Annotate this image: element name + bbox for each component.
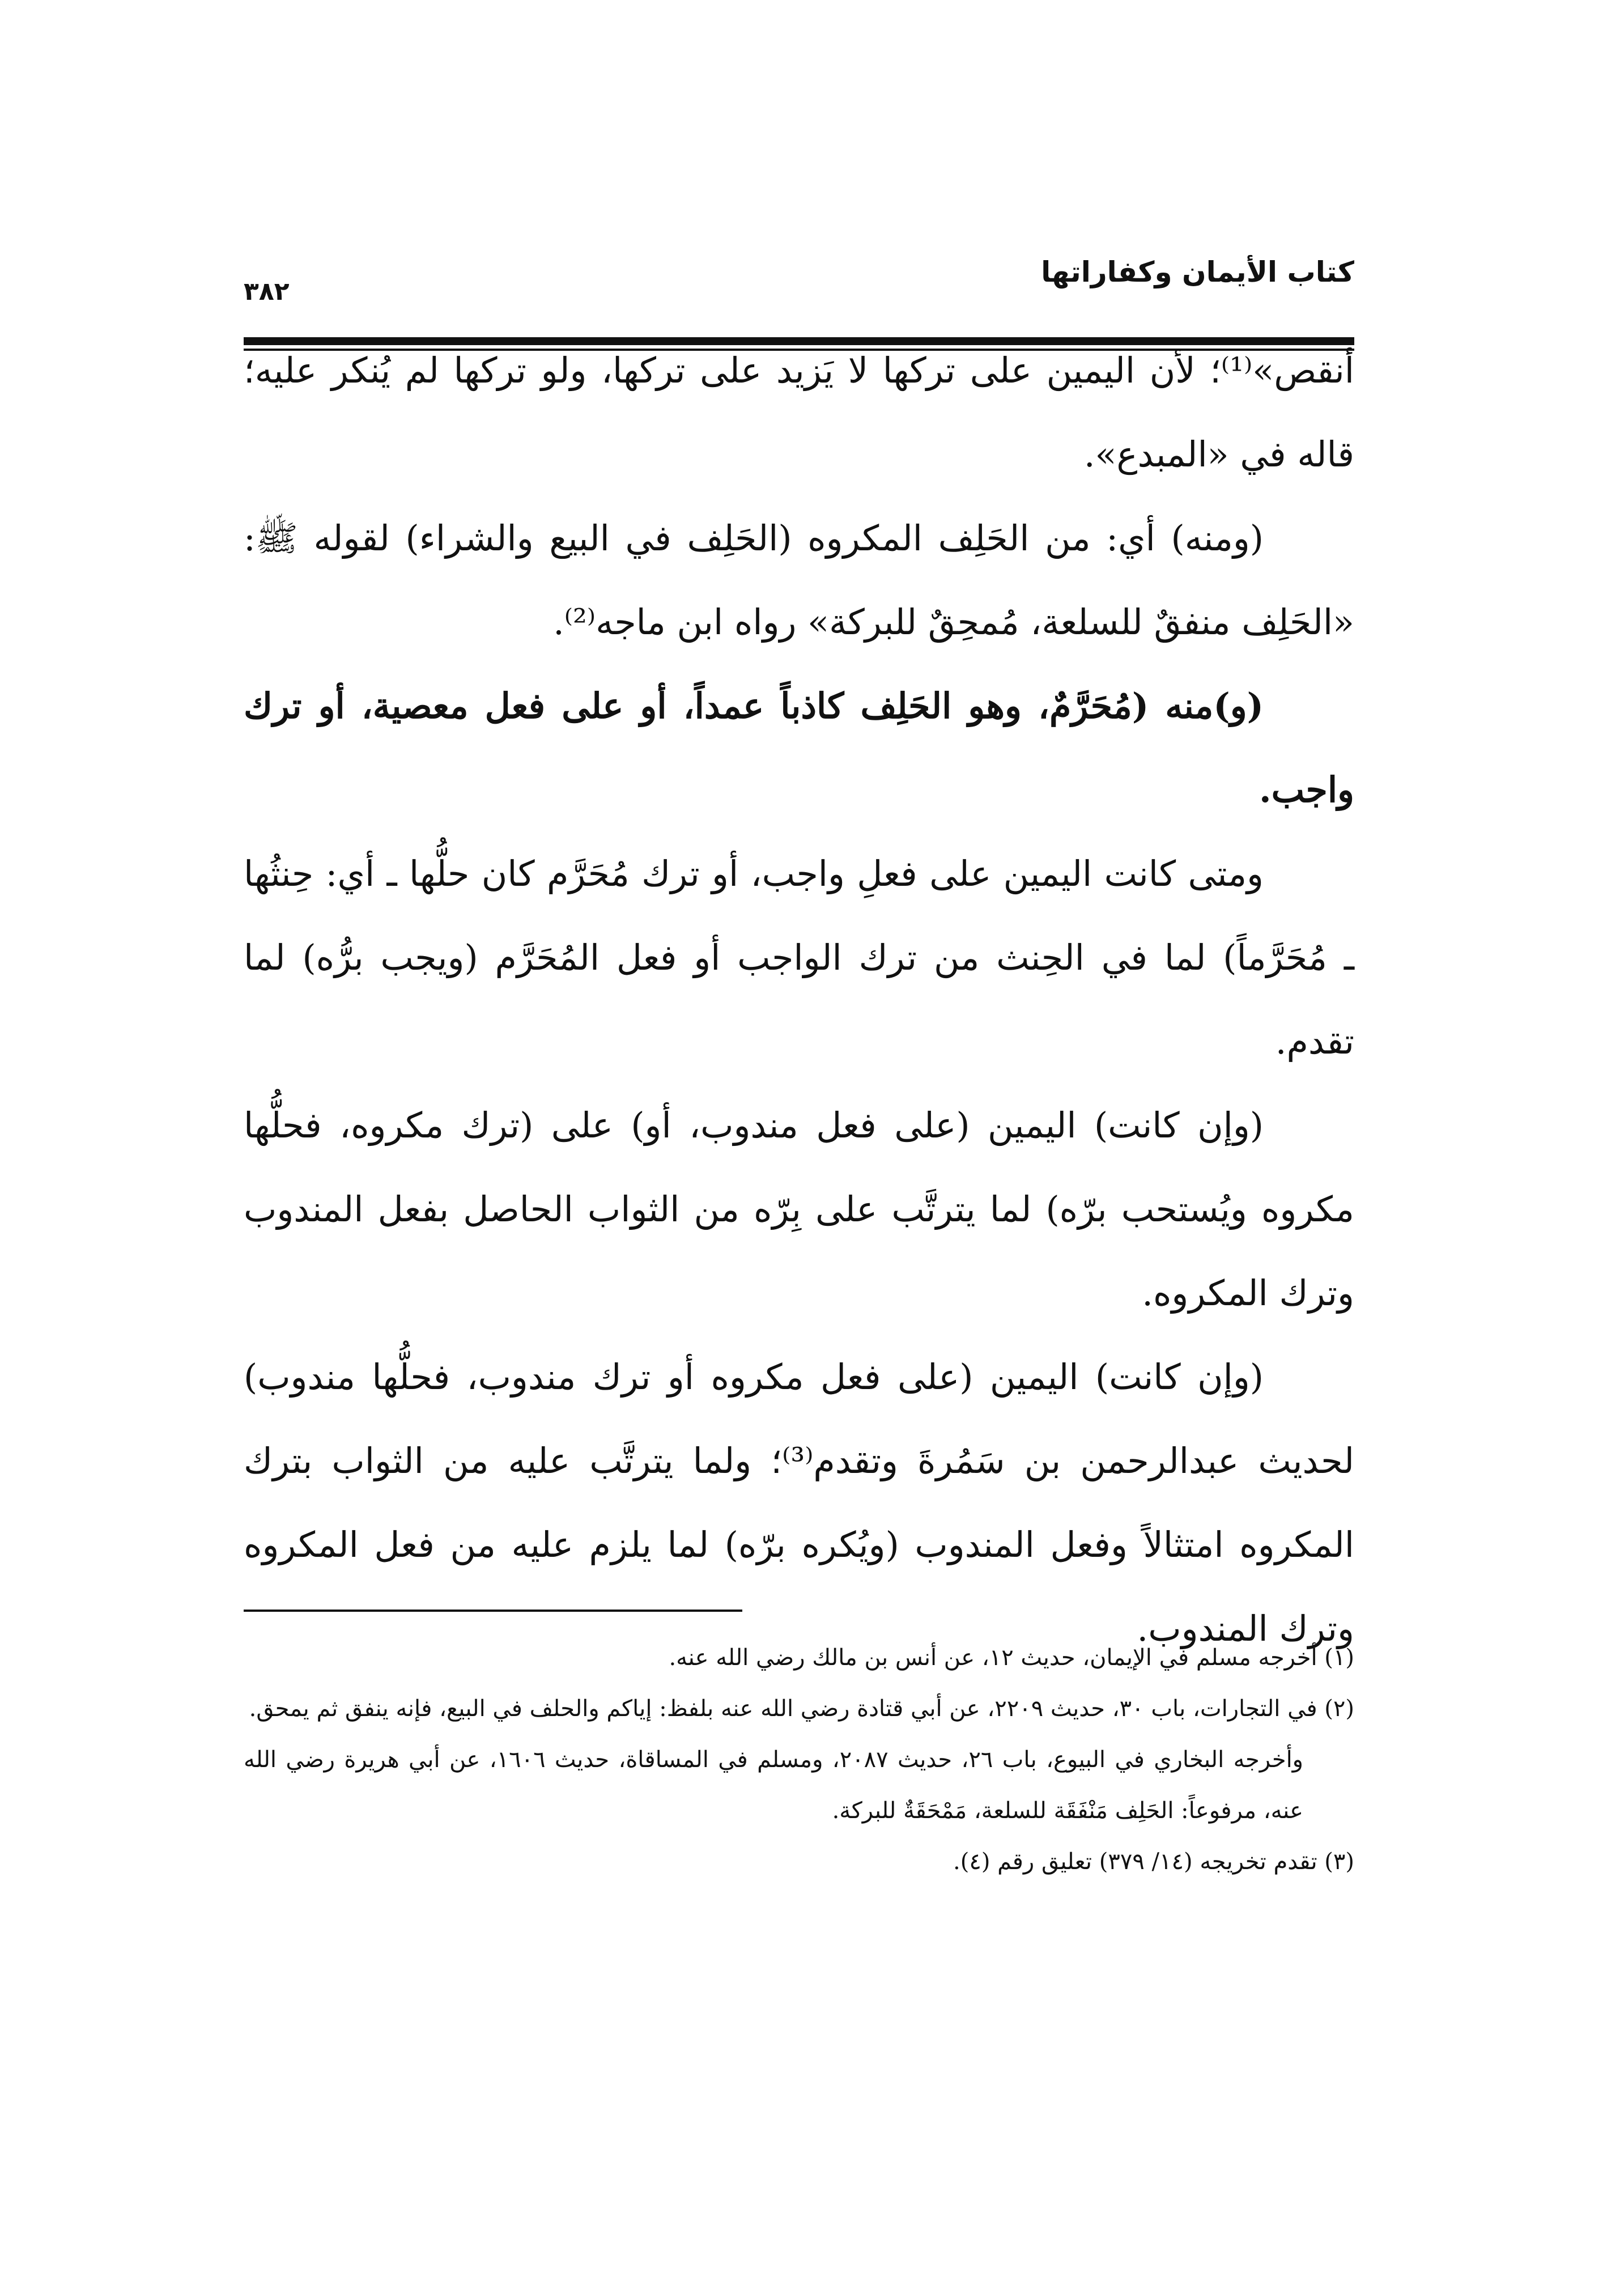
paragraph-2: (ومنه) أي: من الحَلِف المكروه (الحَلِف في البيع والشراء) لقوله ﷺ: «الحَلِف منفقٌ للسلعة، مُمحِقٌ للبركة» رواه ابن ماجه⁽²⁾. xyxy=(244,517,1354,643)
footnote-separator xyxy=(244,1610,742,1612)
footnote-3: (٣) تقدم تخريجه (١٤/ ٣٧٩) تعليق رقم (٤). xyxy=(953,1849,1354,1875)
footnote-2: (٢) في التجارات، باب ٣٠، حديث ٢٢٠٩، عن أبي قتادة رضي الله عنه بلفظ: إياكم والحلف في البيع، فإنه ينفق ثم يمحق. xyxy=(249,1696,1354,1722)
footnotes xyxy=(244,1632,1354,1887)
main-text xyxy=(244,329,1354,1671)
paragraph-6: (وإن كانت) اليمين (على فعل مكروه أو ترك مندوب، فحلُّها مندوب) لحديث عبدالرحمن بن سَمُرةَ وتقدم⁽³⁾؛ ولما يترتَّب عليه من الثواب بترك المكروه امتثالاً وفعل المندوب (ويُكره برّه) لما يلزم عليه من فعل المكروه وترك المندوب. xyxy=(244,1356,1354,1649)
page-number: ٣٨٢ xyxy=(244,277,290,306)
paragraph-3: (و)منه (مُحَرَّمٌ، وهو الحَلِف كاذباً عمداً، أو على فعل معصية، أو ترك واجب. xyxy=(244,685,1354,810)
footnote-1: (١) أخرجه مسلم في الإيمان، حديث ١٢، عن أنس بن مالك رضي الله عنه. xyxy=(669,1645,1354,1671)
running-header xyxy=(244,249,1354,317)
paragraph-4: ومتى كانت اليمين على فعلِ واجب، أو ترك مُحَرَّم كان حلُّها ـ أي: حِنثُها ـ مُحَرَّماً) لما في الحِنث من ترك الواجب أو فعل المُحَرَّم (ويجب برُّه) لما تقدم. xyxy=(244,853,1354,1062)
paragraph-5: (وإن كانت) اليمين (على فعل مندوب، أو) على (ترك مكروه، فحلُّها مكروه ويُستحب برّه) لما يترتَّب على بِرّه من الثواب الحاصل بفعل المندوب وترك المكروه. xyxy=(244,1105,1355,1314)
chapter-title: كتاب الأيمان وكفاراتها xyxy=(1041,256,1354,288)
paragraph-1: أنقص»⁽¹⁾؛ لأن اليمين على تركها لا يَزيد على تركها، ولو تركها لم يُنكر عليه؛ قاله في «المبدع». xyxy=(244,350,1354,475)
footnote-2-continuation: وأخرجه البخاري في البيوع، باب ٢٦، حديث ٢٠٨٧، ومسلم في المساقاة، حديث ١٦٠٦، عن أبي هريرة رضي الله عنه، مرفوعاً: الحَلِف مَنْفَقَة للسلعة، مَمْحَقَةٌ للبركة. xyxy=(244,1747,1303,1824)
document-page xyxy=(244,215,1354,2233)
